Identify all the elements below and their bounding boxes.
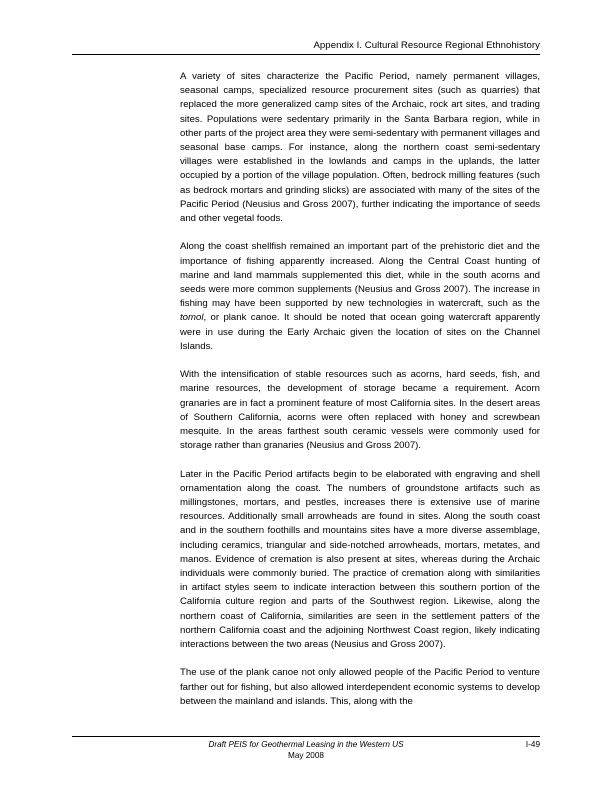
body-paragraph [180, 240, 540, 354]
page-number: I-49 [525, 740, 540, 749]
page-header-title: Appendix I. Cultural Resource Regional Ethnohistory [313, 40, 540, 51]
body-paragraph: Later in the Pacific Period artifacts begin to be elaborated with engraving and shell ornamentation along the coast. The numbers of groundstone artifacts such as millingstones, mortars, and pestles, increases there is extensive use of marine resources. Additionally small arrowheads are found in sites. Along the south coast and in the southern foothills and mountains sites have a more diverse assemblage, including ceramics, triangular and side-notched arrowheads, mortars, metates, and manos. Evidence of cremation is also present at sites, whereas during the Archaic individuals were commonly buried. The practice of cremation along with similarities in artifact styles seem to indicate interaction between this southern portion of the California culture region and parts of the Southwest region. Likewise, along the northern coast of California, similarities are seen in the settlement patters of the northern California coast and the adjoining Northwest Coast region, likely indicating interactions between the two areas (Neusius and Gross 2007). [180, 468, 540, 651]
body-paragraph: With the intensification of stable resources such as acorns, hard seeds, fish, and marine resources, the development of storage became a requirement. Acorn granaries are in fact a prominent feature of most California sites. In the desert areas of Southern California, acorns were often replaced with honey and screwbean mesquite. In the areas farthest south ceramic vessels were commonly used for storage rather than granaries (Neusius and Gross 2007). [180, 369, 540, 452]
paragraph-text: Along the coast shellfish remained an important part of the prehistoric diet and the importance of fishing apparently increased. Along the Central Coast hunting of marine and land mammals supplemented this diet, while in the south acorns and seeds were more common supplements (Neusius and Gross 2007). The increase in fishing may have been supported by new technologies in watercraft, such as the [180, 241, 540, 310]
header-divider [72, 54, 540, 55]
footer-divider [72, 736, 540, 737]
italic-term: tomol [180, 312, 204, 324]
body-paragraph: The use of the plank canoe not only allowed people of the Pacific Period to venture farther out for fishing, but also allowed interdependent economic systems to develop between the mainland and islands. This, along with the [180, 667, 540, 707]
footer-date: May 2008 [288, 751, 324, 760]
paragraph-text: , or plank canoe. It should be noted that ocean going watercraft apparently were in use during the Early Archaic given the location of sites on the Channel Islands. [180, 312, 540, 352]
document-body [180, 70, 540, 723]
footer-document-title: Draft PEIS for Geothermal Leasing in the Western US [208, 740, 404, 749]
body-paragraph: A variety of sites characterize the Pacific Period, namely permanent villages, seasonal camps, specialized resource procurement sites (such as quarries) that replaced the more generalized camp sites of the Archaic, rock art sites, and trading sites. Populations were sedentary primarily in the Santa Barbara region, while in other parts of the project area they were semi-sedentary with permanent villages and seasonal base camps. For instance, along the northern coast semi-sedentary villages were established in the lowlands and camps in the uplands, the latter occupied by a portion of the village population. Often, bedrock milling features (such as bedrock mortars and grinding slicks) are associated with many of the sites of the Pacific Period (Neusius and Gross 2007), further indicating the importance of seeds and other vegetal foods. [180, 71, 540, 225]
